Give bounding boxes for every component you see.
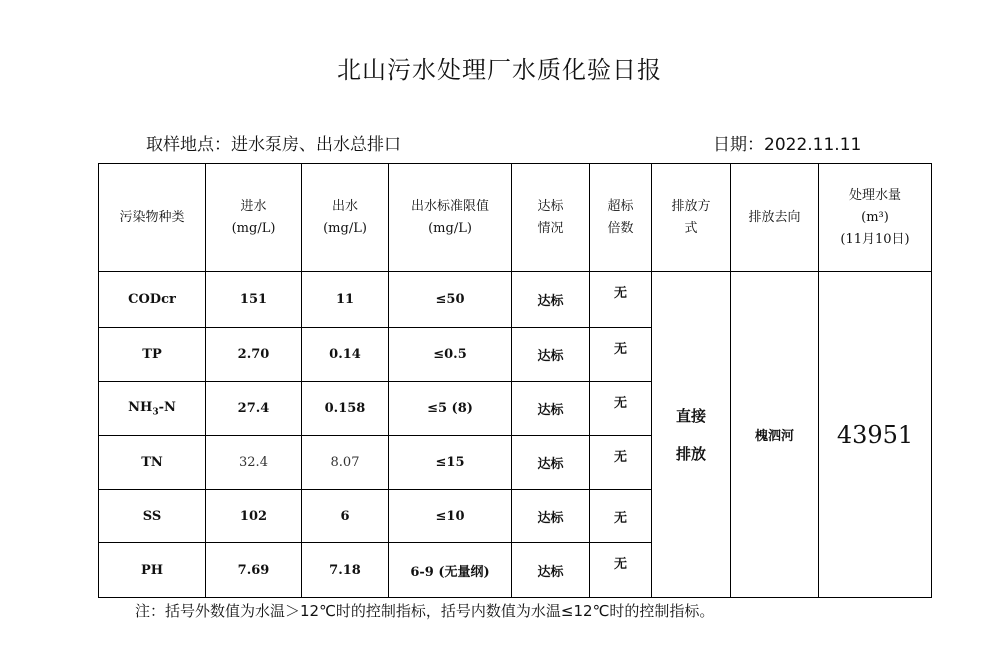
compliance-cell: 达标: [512, 490, 590, 543]
exceed-cell: 无: [590, 328, 652, 382]
header-exceed: 超标 倍数: [590, 164, 652, 272]
compliance-cell: 达标: [512, 328, 590, 382]
compliance-cell: 达标: [512, 436, 590, 490]
limit-cell: ≤10: [389, 490, 512, 543]
report-title: 北山污水处理厂水质化验日报: [337, 56, 662, 84]
pollutant-cell: SS: [99, 490, 206, 543]
header-volume: 处理水量 (m³) (11月10日): [819, 164, 932, 272]
compliance-cell: 达标: [512, 272, 590, 328]
pollutant-cell: TP: [99, 328, 206, 382]
destination-cell: 槐泗河: [731, 272, 819, 598]
pollutant-cell: CODcr: [99, 272, 206, 328]
exceed-cell: 无: [590, 490, 652, 543]
header-compliance: 达标 情况: [512, 164, 590, 272]
pollutant-cell: $NH_3-N$: [99, 382, 206, 436]
limit-cell: ≤0.5: [389, 328, 512, 382]
exceed-cell: 无: [590, 272, 652, 328]
limit-cell: 6-9 (无量纲): [389, 543, 512, 598]
exceed-cell: 无: [590, 543, 652, 598]
influent-cell: 7.69: [206, 543, 302, 598]
effluent-cell: 8.07: [302, 436, 389, 490]
header-destination: 排放去向: [731, 164, 819, 272]
influent-cell: 102: [206, 490, 302, 543]
header-pollutant: 污染物种类: [99, 164, 206, 272]
header-effluent: 出水 (mg/L): [302, 164, 389, 272]
pollutant-cell: PH: [99, 543, 206, 598]
limit-cell: ≤50: [389, 272, 512, 328]
effluent-cell: 7.18: [302, 543, 389, 598]
report-date: 日期：2022.11.11: [713, 135, 862, 155]
compliance-cell: 达标: [512, 543, 590, 598]
limit-cell: ≤15: [389, 436, 512, 490]
effluent-cell: 0.14: [302, 328, 389, 382]
discharge-method-cell: 直接 排放: [652, 272, 731, 598]
table-row: [99, 272, 932, 328]
influent-cell: 27.4: [206, 382, 302, 436]
water-quality-table: [98, 163, 932, 598]
influent-cell: 32.4: [206, 436, 302, 490]
exceed-cell: 无: [590, 436, 652, 490]
volume-cell: 43951: [819, 272, 932, 598]
effluent-cell: 6: [302, 490, 389, 543]
header-discharge-method: 排放方 式: [652, 164, 731, 272]
header-limit: 出水标准限值 (mg/L): [389, 164, 512, 272]
compliance-cell: 达标: [512, 382, 590, 436]
sampling-location: 取样地点：进水泵房、出水总排口: [146, 135, 401, 155]
header-influent: 进水 (mg/L): [206, 164, 302, 272]
influent-cell: 151: [206, 272, 302, 328]
limit-cell: ≤5 (8): [389, 382, 512, 436]
influent-cell: 2.70: [206, 328, 302, 382]
exceed-cell: 无: [590, 382, 652, 436]
effluent-cell: 0.158: [302, 382, 389, 436]
footnote: 注：括号外数值为水温＞12℃时的控制指标，括号内数值为水温≤12℃时的控制指标。: [135, 602, 715, 620]
effluent-cell: 11: [302, 272, 389, 328]
pollutant-cell: TN: [99, 436, 206, 490]
header-row: [99, 164, 932, 272]
